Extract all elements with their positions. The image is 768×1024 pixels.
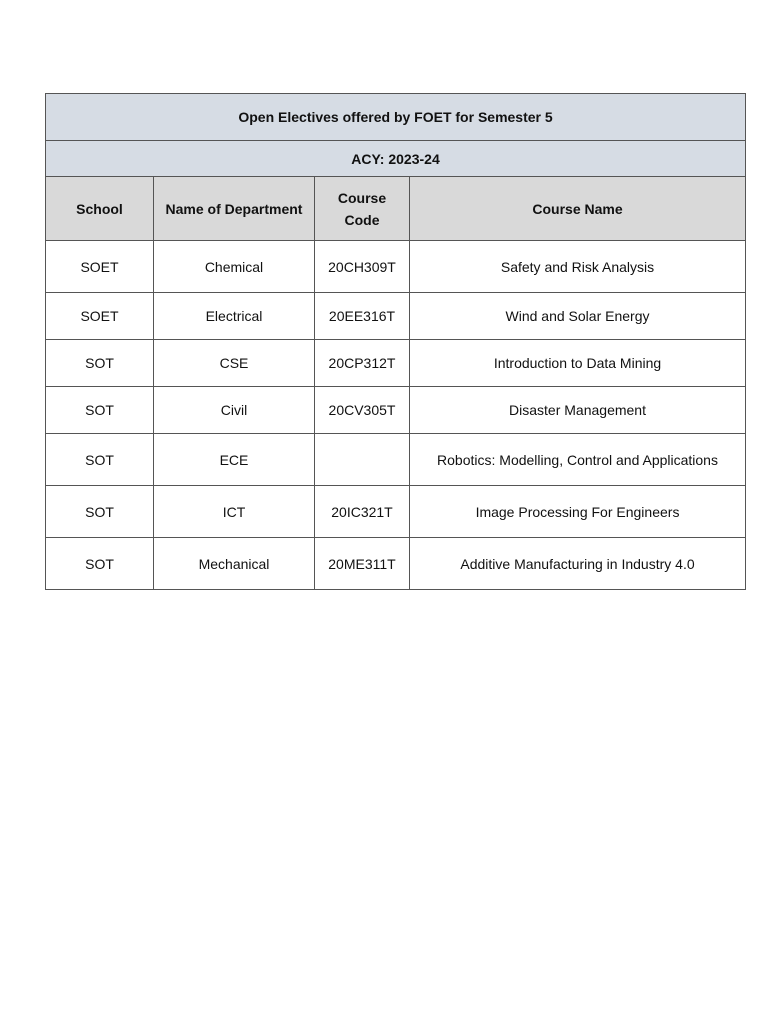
cell-course-name: Additive Manufacturing in Industry 4.0 [410,538,746,590]
table-row [46,340,746,387]
cell-course-name: Introduction to Data Mining [410,340,746,387]
cell-department: Chemical [154,241,315,293]
cell-school: SOT [46,340,154,387]
cell-course-name: Safety and Risk Analysis [410,241,746,293]
cell-school: SOT [46,486,154,538]
cell-school: SOT [46,387,154,434]
header-school: School [46,177,154,241]
table-row [46,387,746,434]
cell-course-code: 20CP312T [315,340,410,387]
academic-year-row [46,141,746,177]
cell-department: CSE [154,340,315,387]
cell-course-code: 20CV305T [315,387,410,434]
cell-school: SOT [46,538,154,590]
cell-course-name: Wind and Solar Energy [410,293,746,340]
cell-department: Mechanical [154,538,315,590]
header-department: Name of Department [154,177,315,241]
table-row [46,241,746,293]
header-course-code: Course Code [315,177,410,241]
cell-department: ICT [154,486,315,538]
cell-course-code [315,434,410,486]
electives-table [45,93,746,590]
cell-department: ECE [154,434,315,486]
cell-course-name: Robotics: Modelling, Control and Applications [410,434,746,486]
table-title: Open Electives offered by FOET for Semester 5 [46,94,746,141]
table-row [46,434,746,486]
header-course-name: Course Name [410,177,746,241]
cell-course-name: Image Processing For Engineers [410,486,746,538]
table-title-row [46,94,746,141]
header-row [46,177,746,241]
cell-course-code: 20ME311T [315,538,410,590]
table-row [46,538,746,590]
cell-school: SOT [46,434,154,486]
cell-department: Electrical [154,293,315,340]
cell-course-code: 20IC321T [315,486,410,538]
cell-school: SOET [46,293,154,340]
cell-course-name: Disaster Management [410,387,746,434]
cell-course-code: 20EE316T [315,293,410,340]
table-row [46,486,746,538]
cell-school: SOET [46,241,154,293]
cell-course-code: 20CH309T [315,241,410,293]
academic-year: ACY: 2023-24 [46,141,746,177]
cell-department: Civil [154,387,315,434]
electives-sheet [45,93,745,590]
table-row [46,293,746,340]
